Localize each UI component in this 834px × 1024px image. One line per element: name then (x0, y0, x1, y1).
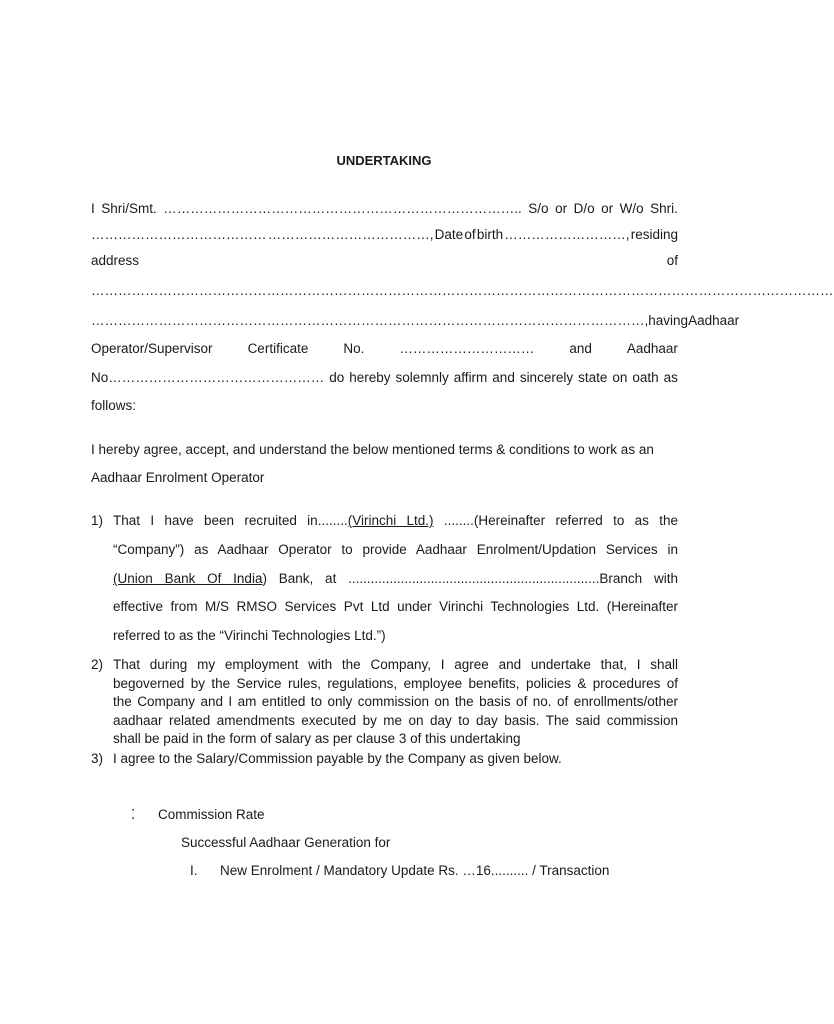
item-1-text: ) Bank, at ...................................................................Branch with (262, 571, 678, 586)
intro-word: as (663, 370, 678, 385)
roman-numeral: I. (190, 863, 198, 878)
intro-word: affirm (453, 370, 488, 385)
intro-word: birth (476, 227, 504, 242)
father-name-blank: ………………………………… (91, 227, 267, 242)
item-2-line-5: shall be paid in the form of salary as per clause 3 of this undertaking (113, 731, 521, 746)
list-number: 1) (91, 513, 104, 528)
item-2-line-3: the Company and I am entitled to only commission on the basis of no. of enrollments/other (113, 694, 678, 709)
item-1-line-3 (113, 571, 678, 586)
bank-name: (Union Bank Of India (113, 571, 263, 586)
intro-word: Aadhaar (626, 341, 678, 356)
item-1-line-5: referred to as the “Virinchi Technologies Ltd.”) (113, 628, 386, 643)
intro-word: D/o (573, 201, 595, 216)
commission-item-text: New Enrolment / Mandatory Update Rs. …16.......... / Transaction (220, 863, 610, 878)
intro-word: state (578, 370, 608, 385)
intro-line-3 (91, 253, 678, 268)
commission-subheading: Successful Aadhaar Generation for (181, 835, 391, 850)
list-item-1 (91, 513, 678, 643)
dob-blank: ………………………, (504, 227, 630, 242)
item-1-text: That I have been recruited in........ (113, 513, 348, 528)
intro-word: having (648, 313, 689, 328)
intro-line-6 (91, 341, 678, 356)
name-blank: …………………………………………………………………….. (163, 201, 522, 216)
intro-word: Operator/Supervisor (91, 341, 213, 356)
document-title: UNDERTAKING (336, 153, 432, 168)
item-2-line-1: That during my employment with the Company, I agree and undertake that, I shall (113, 657, 678, 672)
intro-word: on (612, 370, 628, 385)
item-1-line-4: effective from M/S RMSO Services Pvt Ltd under Virinchi Technologies Ltd. (Hereinafter (113, 599, 678, 614)
intro-word: solemnly (395, 370, 449, 385)
intro-word: sincerely (519, 370, 574, 385)
intro-word: and (492, 370, 515, 385)
intro-word: of (666, 253, 678, 268)
intro-word: S/o (528, 201, 549, 216)
intro-word: of (464, 227, 476, 242)
commission-rate-label: Commission Rate (158, 807, 265, 822)
intro-line-2 (91, 227, 678, 242)
certificate-blank: ………………………… (399, 341, 535, 356)
address-blank-2: ……………………………………………………………………………………………………………, (91, 313, 649, 328)
intro-word: and (569, 341, 592, 356)
intro-word: or (555, 201, 568, 216)
intro-word: residing (630, 227, 678, 242)
intro-word: address (91, 253, 140, 268)
father-name-blank-2: ………………………………, (267, 227, 434, 242)
intro-word: Shri. (650, 201, 678, 216)
list-item-3 (91, 751, 678, 771)
intro-line-5 (91, 313, 740, 328)
item-3-text: I agree to the Salary/Commission payable by the Company as given below. (113, 751, 562, 766)
list-item-2 (91, 657, 678, 751)
intro-word: Date (434, 227, 464, 242)
item-2-line-4: aadhaar related amendments executed by me on day to day basis. The said commission (113, 712, 678, 728)
agreement-line-1: I hereby agree, accept, and understand the below mentioned terms & conditions to work as an (91, 442, 654, 457)
intro-word: do (329, 370, 345, 385)
commission-bullet: ⁚ (131, 807, 136, 822)
intro-line-7 (91, 370, 678, 385)
list-number: 2) (91, 657, 104, 672)
item-2-line-2: begoverned by the Service rules, regulations, employee benefits, policies & procedures of (113, 675, 678, 691)
item-1-line-1 (113, 513, 678, 528)
intro-word: No. (343, 341, 365, 356)
intro-word: Certificate (247, 341, 309, 356)
intro-word: oath (632, 370, 659, 385)
intro-word: I (91, 201, 95, 216)
intro-word: W/o (619, 201, 644, 216)
item-1-line-2: “Company”) as Aadhaar Operator to provide Aadhaar Enrolment/Updation Services in (113, 542, 678, 557)
aadhaar-number-blank: No………………………………………… (91, 370, 325, 385)
intro-word: hereby (349, 370, 391, 385)
agreement-line-2: Aadhaar Enrolment Operator (91, 470, 265, 485)
intro-line-8: follows: (91, 398, 137, 413)
intro-word: or (601, 201, 614, 216)
company-name: (Virinchi Ltd.) (347, 513, 434, 528)
intro-word: Aadhaar (688, 313, 740, 328)
intro-word: Shri/Smt. (101, 201, 157, 216)
intro-line-1 (91, 201, 678, 216)
address-blank-1: ………………………………………………………………………………………………………………………………………………… (91, 283, 834, 298)
list-number: 3) (91, 751, 104, 766)
item-1-text: ........(Hereinafter referred to as the (443, 513, 678, 528)
